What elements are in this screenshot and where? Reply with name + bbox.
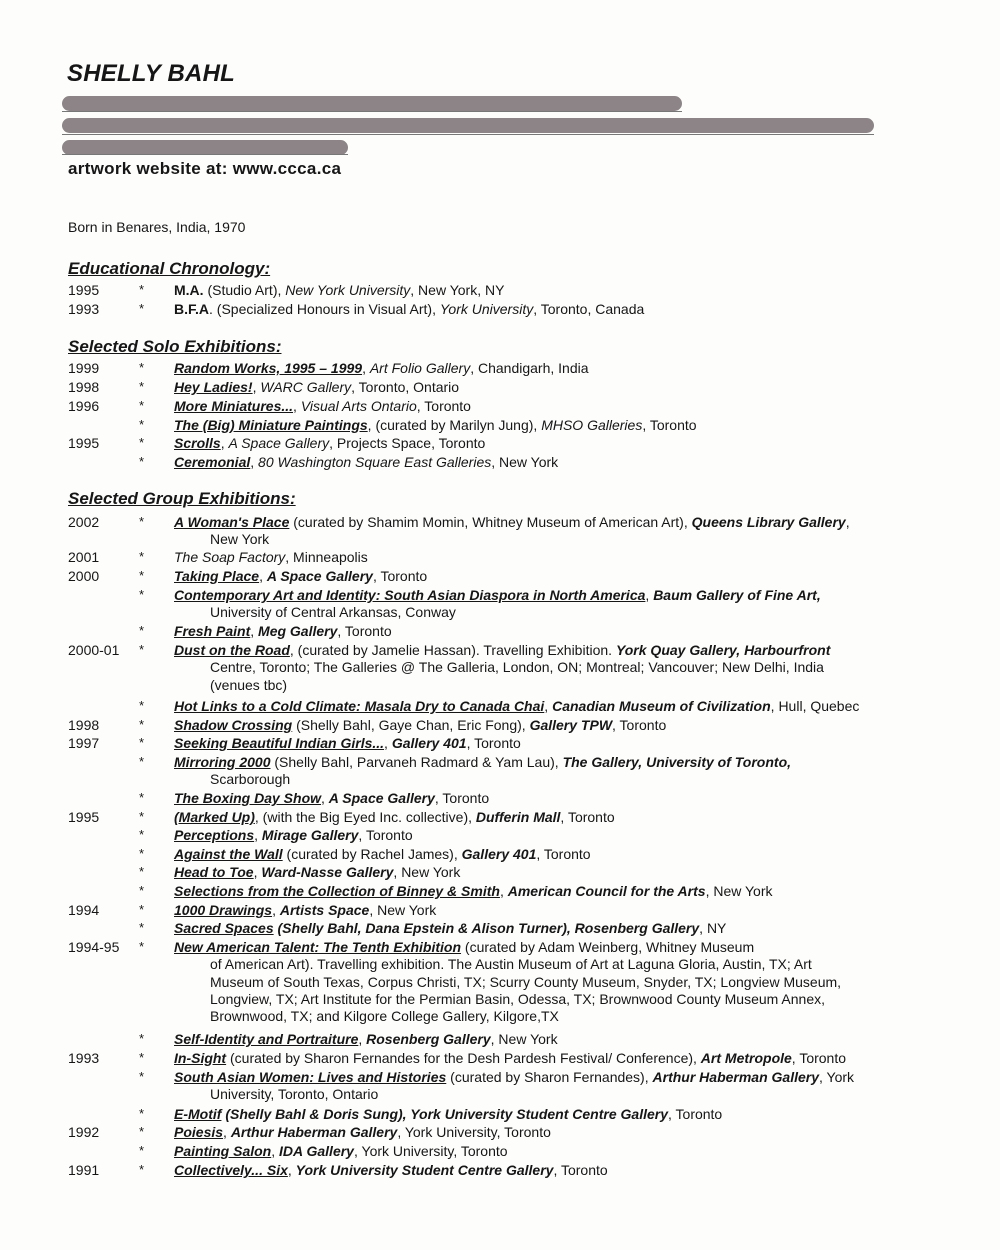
entry-text [174, 735, 934, 752]
venue: Gallery 401 [391, 735, 467, 751]
venue: Baum Gallery of Fine Art, [653, 587, 821, 603]
entry-continuation: University of Central Arkansas, Conway [210, 604, 456, 620]
entry-continuation: Centre, Toronto; The Galleries @ The Galleria, London, ON; Montreal; Vancouver; New Delhi, India [210, 659, 824, 675]
entry-text [174, 642, 934, 659]
entry-detail: , [358, 1031, 367, 1047]
entry-text [174, 1162, 934, 1179]
entry-detail: , [384, 735, 392, 751]
exhibition-title: Against the Wall [174, 846, 283, 862]
entry-place: , York University, Toronto [397, 1124, 551, 1140]
entry-year: 1994-95 [68, 939, 120, 955]
entry-place: , York [819, 1069, 855, 1085]
exhibition-title: The Soap Factory [174, 549, 286, 565]
entry-detail: (curated by Sharon Fernandes), [446, 1069, 653, 1085]
website-line: artwork website at: www.ccca.ca [68, 159, 342, 178]
entry-place: , Toronto [791, 1050, 847, 1066]
bullet: * [139, 454, 145, 469]
entry-place: , Toronto, Ontario [351, 379, 460, 395]
rule-line [62, 111, 682, 112]
entry-year: 1991 [68, 1162, 100, 1178]
exhibition-title: Shadow Crossing [174, 717, 293, 733]
entry-text [174, 623, 934, 640]
bullet: * [139, 568, 145, 583]
bullet: * [139, 920, 145, 935]
venue: Arthur Haberman Gallery [230, 1124, 398, 1140]
school-place: , New York, NY [410, 282, 505, 298]
entry-text [174, 398, 934, 415]
bullet: * [139, 790, 145, 805]
school: New York University [285, 282, 411, 298]
entry-text [174, 809, 934, 826]
entry-year: 1995 [68, 809, 100, 825]
entry-detail: (curated by Shamim Momin, Whitney Museum of American Art), [289, 514, 692, 530]
entry-detail: , (with the Big Eyed Inc. collective), [254, 809, 476, 825]
exhibition-title: Dust on the Road [174, 642, 290, 658]
entry-text [174, 698, 934, 715]
entry-text [174, 827, 934, 844]
entry-detail: , [544, 698, 553, 714]
entry-place: , Toronto [668, 1106, 723, 1122]
degree: M.A. [174, 282, 204, 298]
venue: Arthur Haberman Gallery [652, 1069, 820, 1085]
entry-place: , Toronto [612, 717, 667, 733]
entry-place: , Toronto [560, 809, 615, 825]
entry-detail: , [254, 827, 262, 843]
exhibition-title: A Woman's Place [174, 514, 290, 530]
entry-text [174, 360, 934, 377]
entry-place: , New York [490, 1031, 558, 1047]
exhibition-title: Painting Salon [174, 1143, 272, 1159]
redaction-bar [62, 140, 348, 155]
entry-place: , Chandigarh, India [470, 360, 589, 376]
bullet: * [139, 282, 145, 297]
venue: York Quay Gallery, Harbourfront [615, 642, 831, 658]
bullet: * [139, 939, 145, 954]
exhibition-title: Seeking Beautiful Indian Girls... [174, 735, 385, 751]
exhibition-title: More Miniatures... [174, 398, 294, 414]
entry-detail: , [321, 790, 329, 806]
entry-continuation: of American Art). Travelling exhibition. The Austin Museum of Art at Laguna Gloria, Austin, TX; Art [210, 956, 812, 972]
venue: Meg Gallery [258, 623, 338, 639]
exhibition-title: Self-Identity and Portraiture [174, 1031, 359, 1047]
exhibition-title: Head to Toe [174, 864, 254, 880]
entry-detail: , [499, 883, 508, 899]
venue: 80 Washington Square East Galleries [258, 454, 492, 470]
entry-detail: (curated by Adam Weinberg, Whitney Museum [461, 939, 755, 955]
venue: (Shelly Bahl, Dana Epstein & Alison Turner), Rosenberg Gallery [277, 920, 700, 936]
exhibition-title: The Boxing Day Show [174, 790, 322, 806]
entry-year: 1995 [68, 282, 100, 298]
venue: American Council for the Arts [507, 883, 706, 899]
entry-detail: (curated by Rachel James), [282, 846, 462, 862]
bullet: * [139, 1050, 145, 1065]
entry-detail: (curated by Sharon Fernandes for the Desh Pardesh Festival/ Conference), [226, 1050, 701, 1066]
solo-heading: Selected Solo Exhibitions: [68, 337, 282, 356]
exhibition-title: Perceptions [174, 827, 255, 843]
entry-place: , Projects Space, Toronto [329, 435, 486, 451]
venue: MHSO Galleries [541, 417, 643, 433]
entry-text [174, 587, 934, 604]
venue: A Space Gallery [328, 790, 435, 806]
exhibition-title: 1000 Drawings [174, 902, 273, 918]
entry-year: 1993 [68, 301, 100, 317]
venue: A Space Gallery [228, 435, 330, 451]
bullet: * [139, 809, 145, 824]
bullet: * [139, 698, 145, 713]
entry-year: 1996 [68, 398, 100, 414]
bullet: * [139, 717, 145, 732]
venue: Rosenberg Gallery [366, 1031, 491, 1047]
bullet: * [139, 1143, 145, 1158]
entry-detail: , (curated by Jamelie Hassan). Travelling Exhibition. [289, 642, 616, 658]
entry-detail: (Shelly Bahl, Gaye Chan, Eric Fong), [292, 717, 530, 733]
entry-place: , York University, Toronto [353, 1143, 508, 1159]
bullet: * [139, 398, 145, 413]
entry-detail: , [645, 587, 654, 603]
exhibition-title: Contemporary Art and Identity: South Asian Diaspora in North America [174, 587, 646, 603]
venue: Gallery 401 [461, 846, 537, 862]
education-heading: Educational Chronology: [68, 259, 271, 278]
bullet: * [139, 514, 145, 529]
school-place: , Toronto, Canada [533, 301, 645, 317]
rule-line [62, 134, 874, 135]
entry-year: 2000 [68, 568, 100, 584]
entry-text [174, 1124, 934, 1141]
entry-text [174, 902, 934, 919]
entry-text [174, 920, 934, 937]
bullet: * [139, 435, 145, 450]
bullet: * [139, 1162, 145, 1177]
venue: Artists Space [279, 902, 370, 918]
degree: B.F.A [174, 301, 209, 317]
entry-detail: , (curated by Marilyn Jung), [367, 417, 542, 433]
entry-detail: , [271, 1143, 280, 1159]
entry-detail: , [293, 398, 301, 414]
entry-place: , Toronto [358, 827, 413, 843]
bullet: * [139, 827, 145, 842]
exhibition-title: Selections from the Collection of Binney & Smith [174, 883, 500, 899]
degree-detail: . (Specialized Honours in Visual Art), [209, 301, 440, 317]
entry-text [174, 454, 934, 471]
venue: Art Metropole [700, 1050, 792, 1066]
venue: (Shelly Bahl & Doris Sung), York University Student Centre Gallery [225, 1106, 668, 1122]
entry-place: , Toronto [372, 568, 428, 584]
exhibition-title: Mirroring 2000 [174, 754, 271, 770]
entry-detail: , [259, 568, 267, 584]
exhibition-title: (Marked Up) [174, 809, 255, 825]
exhibition-title: Fresh Paint [174, 623, 251, 639]
entry-year: 1998 [68, 379, 100, 395]
entry-place: , NY [699, 920, 727, 936]
entry-detail: , Minneapolis [285, 549, 368, 565]
bullet: * [139, 623, 145, 638]
entry-year: 1993 [68, 1050, 100, 1066]
entry-year: 2000-01 [68, 642, 120, 658]
exhibition-title: Taking Place [174, 568, 260, 584]
entry-text [174, 514, 934, 531]
entry-place: , [845, 514, 850, 530]
entry-year: 1992 [68, 1124, 100, 1140]
entry-place: , New York [705, 883, 773, 899]
group-heading: Selected Group Exhibitions: [68, 489, 296, 508]
entry-text [174, 379, 934, 396]
entry-text [174, 864, 934, 881]
venue: Visual Arts Ontario [300, 398, 417, 414]
entry-year: 2001 [68, 549, 100, 565]
entry-detail: , [223, 1124, 231, 1140]
exhibition-title: Ceremonial [174, 454, 251, 470]
entry-place: , New York [369, 902, 437, 918]
entry-place: , Toronto [553, 1162, 608, 1178]
entry-year: 1998 [68, 717, 100, 733]
entry-place: , Toronto [466, 735, 521, 751]
rule-line [62, 154, 348, 155]
entry-text [174, 549, 934, 566]
entry-text [174, 568, 934, 585]
exhibition-title: E-Motif [174, 1106, 222, 1122]
bullet: * [139, 301, 145, 316]
entry-text [174, 883, 934, 900]
entry-text [174, 1050, 934, 1067]
venue: Canadian Museum of Civilization [552, 698, 771, 714]
bullet: * [139, 864, 145, 879]
venue: Art Folio Gallery [369, 360, 471, 376]
entry-detail: , [362, 360, 370, 376]
entry-text [174, 1031, 934, 1048]
venue: The Gallery, University of Toronto, [562, 754, 792, 770]
venue: Gallery TPW [529, 717, 613, 733]
entry-place: , Toronto [434, 790, 490, 806]
venue: WARC Gallery [260, 379, 352, 395]
entry-detail: , [250, 623, 259, 639]
bullet: * [139, 902, 145, 917]
birth-line: Born in Benares, India, 1970 [68, 219, 246, 235]
exhibition-title: Sacred Spaces [174, 920, 274, 936]
entry-continuation: Brownwood, TX; and Kilgore College Gallery, Kilgore,TX [210, 1008, 559, 1024]
entry-text [174, 846, 934, 863]
exhibition-title: New American Talent: The Tenth Exhibition [174, 939, 462, 955]
entry-detail: , [253, 864, 262, 880]
bullet: * [139, 1106, 145, 1121]
degree-detail: (Studio Art), [203, 282, 286, 298]
venue: Mirage Gallery [261, 827, 359, 843]
entry-detail: (Shelly Bahl, Parvaneh Radmard & Yam Lau), [270, 754, 563, 770]
entry-text [174, 717, 934, 734]
bullet: * [139, 846, 145, 861]
entry-place: , Toronto [416, 398, 471, 414]
venue: IDA Gallery [279, 1143, 354, 1159]
entry-year: 1999 [68, 360, 100, 376]
venue: York University Student Centre Gallery [295, 1162, 554, 1178]
entry-detail: , [272, 902, 280, 918]
bullet: * [139, 1031, 145, 1046]
venue: A Space Gallery [266, 568, 373, 584]
entry-place: , New York [491, 454, 559, 470]
entry-detail: , [287, 1162, 296, 1178]
bullet: * [139, 417, 145, 432]
entry-continuation: Longview, TX; Art Institute for the Permian Basin, Odessa, TX; Brownwood County Museum Annex, [210, 991, 826, 1007]
entry-year: 1994 [68, 902, 100, 918]
entry-place: , Hull, Quebec [770, 698, 860, 714]
entry-text [174, 1106, 934, 1123]
bullet: * [139, 754, 145, 769]
entry-year: 1997 [68, 735, 100, 751]
exhibition-title: Hot Links to a Cold Climate: Masala Dry to Canada Chai [174, 698, 545, 714]
entry-text [174, 282, 934, 299]
bullet: * [139, 883, 145, 898]
entry-text [174, 1143, 934, 1160]
artist-name: SHELLY BAHL [67, 60, 235, 87]
entry-continuation: University, Toronto, Ontario [210, 1086, 379, 1102]
redaction-bar [62, 96, 682, 111]
entry-detail: , [252, 379, 261, 395]
entry-text [174, 754, 934, 771]
venue: Dufferin Mall [475, 809, 561, 825]
exhibition-title: In-Sight [174, 1050, 227, 1066]
bullet: * [139, 379, 145, 394]
entry-text [174, 790, 934, 807]
exhibition-title: Hey Ladies! [174, 379, 253, 395]
entry-detail: , [250, 454, 259, 470]
school: York University [439, 301, 534, 317]
entry-continuation: Museum of South Texas, Corpus Christi, TX; Scurry County Museum, Snyder, TX; Longview Museum, [210, 974, 842, 990]
entry-text [174, 939, 934, 956]
bullet: * [139, 735, 145, 750]
redaction-bar [62, 118, 874, 133]
venue: Ward-Nasse Gallery [261, 864, 394, 880]
exhibition-title: Scrolls [174, 435, 221, 451]
bullet: * [139, 360, 145, 375]
entry-place: , New York [393, 864, 461, 880]
entry-continuation: New York [210, 531, 270, 547]
exhibition-title: Poiesis [174, 1124, 224, 1140]
exhibition-title: The (Big) Miniature Paintings [174, 417, 368, 433]
exhibition-title: South Asian Women: Lives and Histories [174, 1069, 447, 1085]
exhibition-title: Random Works, 1995 – 1999 [174, 360, 363, 376]
entry-year: 2002 [68, 514, 100, 530]
bullet: * [139, 549, 145, 564]
entry-text [174, 301, 934, 318]
entry-continuation: Scarborough [210, 771, 291, 787]
entry-place: , Toronto [642, 417, 697, 433]
entry-continuation: (venues tbc) [210, 677, 288, 693]
bullet: * [139, 1069, 145, 1084]
entry-place: , Toronto [337, 623, 392, 639]
entry-text [174, 1069, 934, 1086]
bullet: * [139, 642, 145, 657]
entry-detail: , [220, 435, 229, 451]
entry-text [174, 417, 934, 434]
exhibition-title: Collectively... Six [174, 1162, 288, 1178]
entry-text [174, 435, 934, 452]
entry-place: , Toronto [536, 846, 591, 862]
entry-year: 1995 [68, 435, 100, 451]
venue: Queens Library Gallery [691, 514, 846, 530]
bullet: * [139, 1124, 145, 1139]
bullet: * [139, 587, 145, 602]
